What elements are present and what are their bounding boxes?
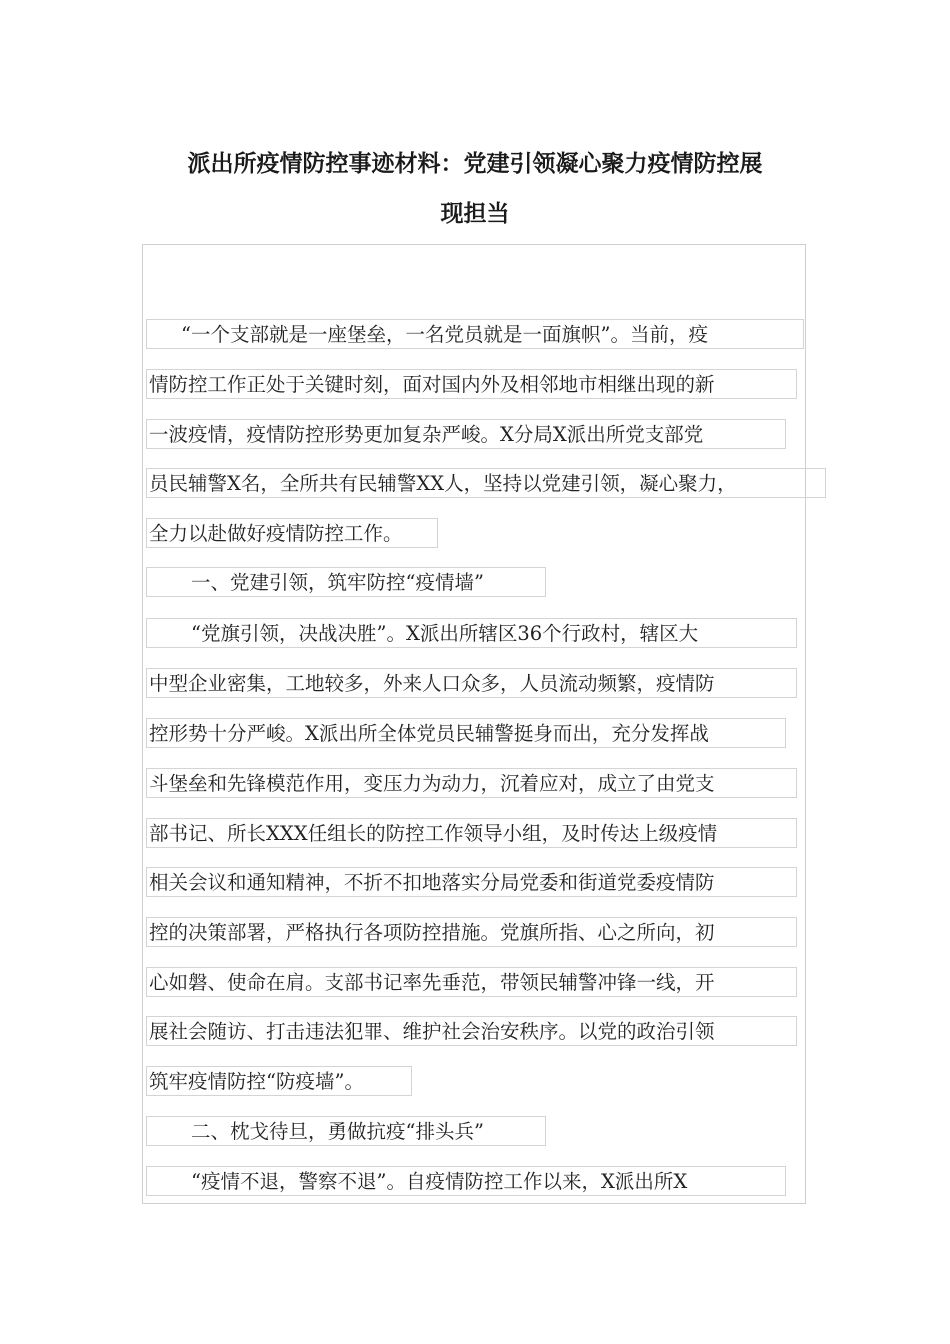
text-line: 筑牢疫情防控“防疫墙”。 — [146, 1066, 412, 1096]
text-line: 情防控工作正处于关键时刻，面对国内外及相邻地市相继出现的新 — [146, 369, 797, 399]
title-line-1: 派出所疫情防控事迹材料：党建引领凝心聚力疫情防控展 — [187, 150, 763, 177]
text-line: 员民辅警X名，全所共有民辅警XX人，坚持以党建引领，凝心聚力， — [146, 468, 826, 498]
text-line: 展社会随访、打击违法犯罪、维护社会治安秩序。以党的政治引领 — [146, 1016, 797, 1046]
text-line: 控的决策部署，严格执行各项防控措施。党旗所指、心之所向，初 — [146, 917, 797, 947]
text-line: “党旗引领，决战决胜”。X派出所辖区36个行政村，辖区大 — [146, 618, 797, 648]
text-line: 心如磐、使命在肩。支部书记率先垂范，带领民辅警冲锋一线，开 — [146, 967, 797, 997]
text-line: “疫情不退，警察不退”。自疫情防控工作以来，X派出所X — [146, 1166, 786, 1196]
text-line: 控形势十分严峻。X派出所全体党员民辅警挺身而出，充分发挥战 — [146, 718, 786, 748]
document-title — [140, 139, 810, 239]
text-line: 部书记、所长XXX任组长的防控工作领导小组，及时传达上级疫情 — [146, 818, 797, 848]
section-heading: 二、枕戈待旦，勇做抗疫“排头兵” — [146, 1116, 546, 1146]
text-line: 斗堡垒和先锋模范作用，变压力为动力，沉着应对，成立了由党支 — [146, 768, 797, 798]
text-line: 全力以赴做好疫情防控工作。 — [146, 518, 438, 548]
text-line: “一个支部就是一座堡垒，一名党员就是一面旗帜”。当前，疫 — [146, 319, 804, 349]
title-line-2: 现担当 — [440, 200, 510, 227]
text-line: 中型企业密集，工地较多，外来人口众多，人员流动频繁，疫情防 — [146, 668, 797, 698]
text-line: 相关会议和通知精神，不折不扣地落实分局党委和街道党委疫情防 — [146, 867, 797, 897]
text-line: 一波疫情，疫情防控形势更加复杂严峻。X分局X派出所党支部党 — [146, 419, 786, 449]
section-heading: 一、党建引领，筑牢防控“疫情墙” — [146, 567, 546, 597]
